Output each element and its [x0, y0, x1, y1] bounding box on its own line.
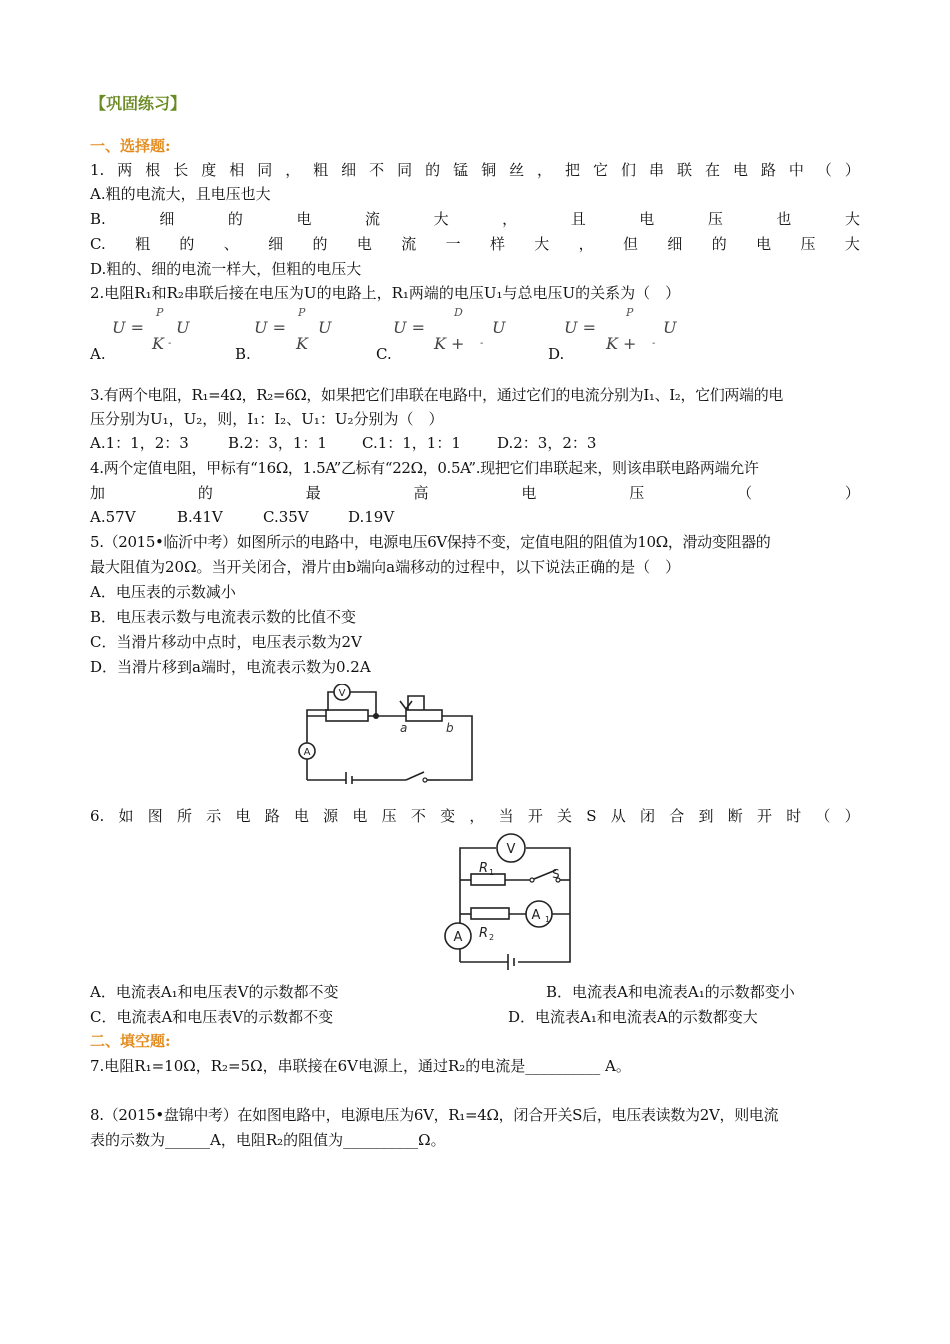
q2-stem: 2.电阻R₁和R₂串联后接在电压为U的电路上，R₁两端的电压U₁与总电压U的关系为（ ） — [90, 284, 681, 302]
svg-text:2: 2 — [489, 933, 495, 942]
q3-option-d: D.2：3，2：3 — [497, 434, 597, 452]
q4-option-d: D.19V — [348, 508, 395, 526]
part2-title: 二、填空题: — [90, 1032, 171, 1050]
svg-text:V: V — [506, 842, 516, 857]
q5-option-a: A．电压表的示数减小 — [90, 583, 236, 601]
svg-text:b: b — [446, 721, 454, 735]
q8-line2: 表的示数为______A，电阻R₂的阻值为__________Ω。 — [90, 1131, 446, 1149]
q4-option-c: C.35V — [263, 508, 309, 526]
q3-stem-line1: 3.有两个电阻，R₁=4Ω，R₂=6Ω，如果把它们串联在电路中，通过它们的电流分别为I₁、I₂，它们两端的电 — [90, 386, 784, 404]
svg-text:A: A — [531, 908, 541, 923]
q2-label-d: D. — [548, 345, 565, 363]
q5-option-d: D．当滑片移到a端时，电流表示数为0.2A — [90, 658, 371, 676]
q6-stem: 6. 如 图 所 示 电 路 电 源 电 压 不 变 ， 当 开 关 S 从 闭 合 到 断 开 时 （ ） — [90, 807, 860, 825]
q1-option-b: B. 细 的 电 流 大 ， 且 电 压 也 大 — [90, 210, 860, 228]
q5-stem-line1: 5.（2015•临沂中考）如图所示的电路中，电源电压6V保持不变，定值电阻的阻值为10Ω，滑动变阻器的 — [90, 533, 771, 551]
part1-title: 一、选择题: — [90, 137, 171, 155]
q4-option-b: B.41V — [177, 508, 223, 526]
q1-option-d: D.粗的、细的电流一样大，但粗的电压大 — [90, 260, 362, 278]
q1-option-a: A.粗的电流大，且电压也大 — [90, 185, 271, 203]
q2-label-b: B. — [235, 345, 251, 363]
section-title: 【巩固练习】 — [90, 94, 187, 113]
q3-option-b: B.2：3，1：1 — [228, 434, 327, 452]
q4-stem-line1: 4.两个定值电阻，甲标有“16Ω，1.5A”乙标有“22Ω，0.5A”.现把它们串联起来，则该串联电路两端允许 — [90, 459, 759, 477]
q5-option-b: B．电压表示数与电流表示数的比值不变 — [90, 608, 357, 626]
q5-circuit-diagram — [290, 684, 480, 784]
q6-option-d: D．电流表A₁和电流表A的示数都变大 — [508, 1008, 758, 1026]
q1-stem: 1. 两 根 长 度 相 同 ， 粗 细 不 同 的 锰 铜 丝 ， 把 它 们 串 联 在 电 路 中 （ ） — [90, 161, 860, 179]
q6-option-b: B．电流表A和电流表A₁的示数都变小 — [546, 983, 795, 1001]
svg-text:a: a — [400, 721, 408, 735]
q2-label-c: C. — [376, 345, 392, 363]
q3-option-c: C.1：1，1：1 — [362, 434, 461, 452]
svg-text:A: A — [453, 930, 463, 945]
svg-text:A: A — [303, 747, 311, 758]
q6-option-c: C．电流表A和电压表V的示数都不变 — [90, 1008, 334, 1026]
q1-option-c: C. 粗 的 、 细 的 电 流 一 样 大 ， 但 细 的 电 压 大 — [90, 235, 860, 253]
q2-label-a: A. — [90, 345, 106, 363]
svg-text:V: V — [338, 688, 346, 699]
q4-stem-line2: 加 的 最 高 电 压 （ ） — [90, 484, 860, 502]
q6-circuit-diagram — [438, 830, 588, 975]
svg-text:1: 1 — [489, 868, 495, 877]
q4-option-a: A.57V — [90, 508, 136, 526]
q3-stem-line2: 压分别为U₁，U₂，则，I₁：I₂、U₁：U₂分别为（ ） — [90, 410, 444, 428]
svg-text:R: R — [479, 861, 489, 876]
svg-text:R: R — [479, 926, 489, 941]
svg-text:1: 1 — [545, 915, 551, 924]
q5-stem-line2: 最大阻值为20Ω。当开关闭合，滑片由b端向a端移动的过程中，以下说法正确的是（ ） — [90, 558, 681, 576]
q6-option-a: A．电流表A₁和电压表V的示数都不变 — [90, 983, 339, 1001]
q3-option-a: A.1：1，2：3 — [90, 434, 189, 452]
svg-text:S: S — [552, 867, 560, 881]
q5-option-c: C．当滑片移动中点时，电压表示数为2V — [90, 633, 362, 651]
q7-stem: 7.电阻R₁=10Ω，R₂=5Ω，串联接在6V电源上，通过R₂的电流是__________ A。 — [90, 1057, 631, 1075]
q8-line1: 8.（2015•盘锦中考）在如图电路中，电源电压为6V，R₁=4Ω，闭合开关S后，电压表读数为2V，则电流 — [90, 1106, 779, 1124]
